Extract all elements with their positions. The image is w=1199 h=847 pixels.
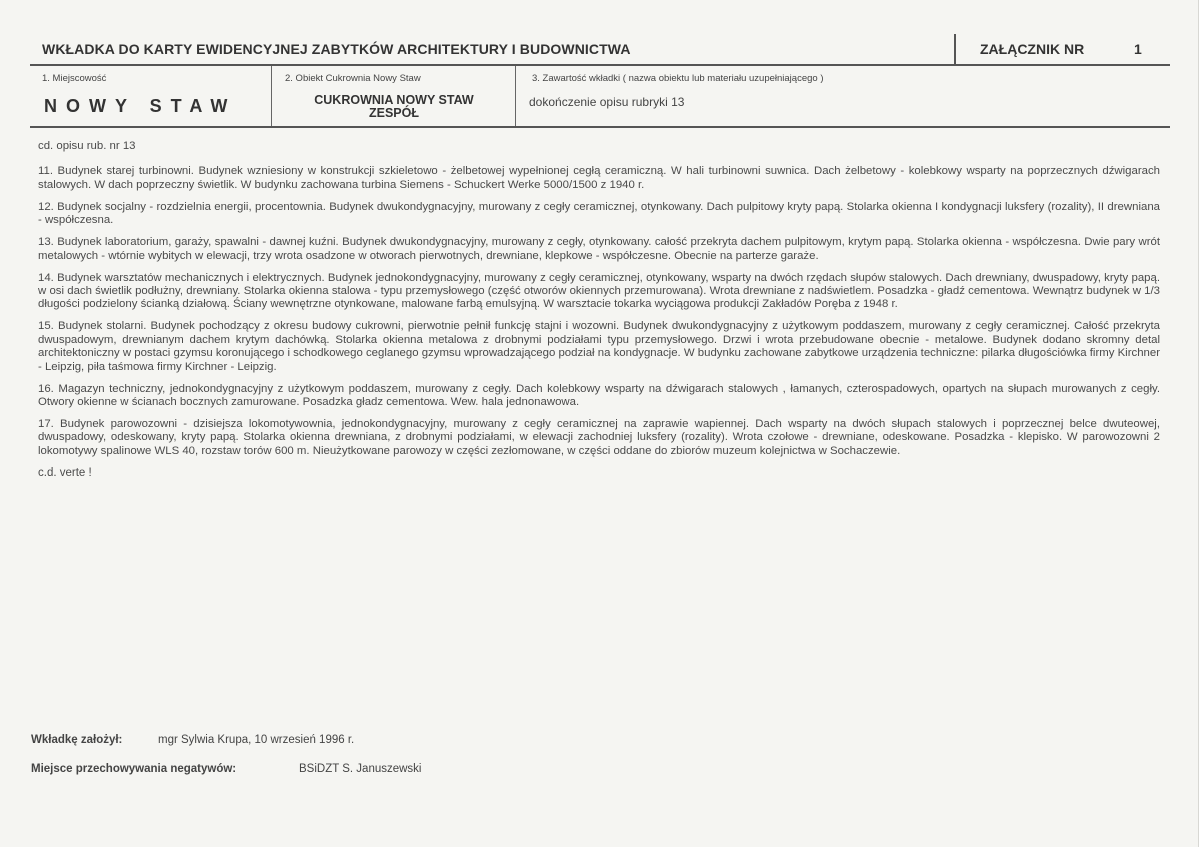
paragraph-13: 13. Budynek laboratorium, garaży, spawalni - dawnej kuźni. Budynek dwukondygnacyjny, murowany z cegły, otynkowany. całość przekryta dachem pulpitowym, krytym papą. Stolarka okienna - współczesna. Dwie pary wrót metalowych - wtórnie wybitych w elewacji, trzy wrota osadzone w otworach pierwotnych, drewniane, klepkowe - współczesne. Obecnie na parterze garaże. [38, 236, 1160, 262]
paragraph-17: 17. Budynek parowozowni - dzisiejsza lokomotywownia, jednokondygnacyjny, murowany z cegły ceramicznej na zaprawie wapiennej. Dach wsparty na dwóch słupach stalowych i poprzecznej belce dwuteowej, dwuspadowy, odeskowany, kryty papą. Stolarka okienna drewniana, z drobnymi podziałami, w elewacji zachodniej luksfery (rozality). Wrota czołowe - drewniane, odeskowane. Posadzka - klepisko. W parowozowni 2 lokomotywy spalinowe WLS 40, rozstaw torów 600 m. Nieużytkowane parowozy w części zezłomowane, w części oddane do zbiorów muzeum kolejnictwa w Sochaczewie. [38, 418, 1160, 457]
storage-label: Miejsce przechowywania negatywów: [31, 763, 237, 775]
object-value-line2: ZESPÓŁ [368, 106, 419, 120]
content-cell [516, 66, 1170, 126]
info-row [30, 66, 1170, 128]
object-value [272, 94, 516, 120]
paragraph-14: 14. Budynek warsztatów mechanicznych i elektrycznych. Budynek jednokondygnacyjny, murowany z cegły ceramicznej, otynkowany, wsparty na dwóch rzędach słupów stalowych. Dach drewniany, dwuspadowy, kryty papą. w osi dach świetlik podłużny, drewniany. Stolarka okienna stalowa - typu przemysłowego (część otworów okiennych przemurowana). Wrota drewniane z nadświetlem. Posadzka - gładź cementowa. Wewnątrz budynek w 1/3 długości podzielony ścianką działową. Ściany wewnętrzne otynkowane, malowane farbą emulsyjną. W warsztacie tokarka wyciągowa produkcji Zakładów Poręba z 1948 r. [38, 271, 1160, 311]
author-line [31, 734, 355, 746]
author-value: mgr Sylwia Krupa, 10 wrzesień 1996 r. [158, 734, 355, 746]
object-cell [272, 66, 516, 126]
verte-note: c.d. verte ! [38, 466, 92, 479]
place-cell [30, 66, 272, 126]
storage-value: BSiDZT S. Januszewski [299, 763, 422, 775]
document-title: WKŁADKA DO KARTY EWIDENCYJNEJ ZABYTKÓW ARCHITEKTURY I BUDOWNICTWA [42, 41, 631, 57]
header-divider [954, 34, 956, 64]
object-label: 2. Obiekt Cukrownia Nowy Staw [285, 73, 421, 84]
header-row [30, 34, 1170, 66]
storage-line [31, 763, 422, 775]
object-value-line1: CUKROWNIA NOWY STAW [314, 93, 474, 107]
paragraph-12: 12. Budynek socjalny - rozdzielnia energii, procentownia. Budynek dwukondygnacyjny, murowany z cegły ceramicznej, otynkowany. Dach pulpitowy kryty papą. Stolarka okienna I kondygnacji luksfery (rozality), II drewniana - współczesna. [38, 200, 1160, 227]
description-body [38, 140, 1160, 480]
annex-number: 1 [1134, 41, 1142, 57]
place-value: NOWY STAW [44, 96, 237, 116]
paragraph-16: 16. Magazyn techniczny, jednokondygnacyjny z użytkowym poddaszem, murowany z cegły. Dach kolebkowy wsparty na dźwigarach stalowych , łamanych, czterospadowych, opartych na słupach murowanych z cegły. Otwory okienne w ścianach bocznych zamurowane. Posadzka gładz cementowa. Wew. hala jednonawowa. [38, 382, 1160, 409]
author-label: Wkładkę założył: [31, 734, 123, 746]
content-value: dokończenie opisu rubryki 13 [529, 95, 685, 109]
annex-label: ZAŁĄCZNIK NR [980, 41, 1085, 57]
paragraph-15: 15. Budynek stolarni. Budynek pochodzący z okresu budowy cukrowni, pierwotnie pełnił funkcję stajni i wozowni. Budynek dwukondygnacyjny z użytkowym poddaszem, murowany z cegły ceramicznej. Całość przekryta dwuspadowym, drewnianym dachem krytym dachówką. Stolarka okienna metalowa z drobnymi podziałami typu przemysłowego. Drzwi i wrota przebudowane obecnie - metalowe. Budynek dodano skromny detal architektoniczny w postaci gzymsu koronującego i schodkowego ceglanego gzymsu wprowadzającego podział na kondygnacje. W budynku zachowane zabytkowe urządzenia techniczne: pilarka długościówka firmy Kirchner - Leipzig, piła taśmowa firmy Kirchner - Leipzig. [38, 320, 1160, 373]
continuation-note: cd. opisu rub. nr 13 [38, 140, 136, 152]
place-label: 1. Miejscowość [42, 73, 107, 84]
content-label: 3. Zawartość wkładki ( nazwa obiektu lub materiału uzupełniającego ) [532, 73, 824, 84]
paragraph-11: 11. Budynek starej turbinowni. Budynek wzniesiony w konstrukcji szkieletowo - żelbetowej wypełnionej cegłą ceramiczną. W hali turbinowni suwnica. Dach żelbetowy - kolebkowy wsparty na poprzecznych dźwigarach stalowych. W dach poprzeczny świetlik. W budynku zachowana turbina Siemens - Schuckert Werke 5000/1500 z 1940 r. [38, 165, 1160, 191]
